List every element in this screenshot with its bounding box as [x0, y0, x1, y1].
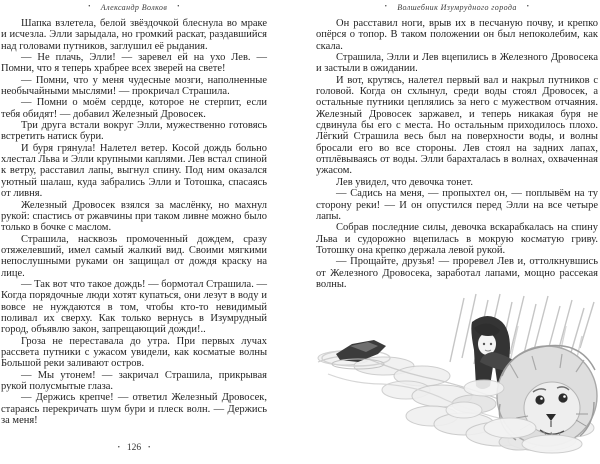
paragraph: — Держись крепче! — ответил Железный Дровосек, стараясь перекричать шум бури и плеск волн. — Держись за меня! [1, 392, 267, 427]
paragraph: Гроза не переставала до утра. При первых лучах рассвета путники с ужасом увидели, как косматые волны Большой реки заливают остров. [1, 335, 267, 370]
paragraph: И вот, крутясь, налетел первый вал и накрыл путников с головой. Когда он схлынул, среди воды стоял Дровосек, а остальные путники цеплялись за него с мужеством отчаяния. Железный Дровосек заржавел, и теперь никакая буря не сдвинула бы его с места. Но остальным приходилось плохо. Лёгкий Страшила весь был на поверхности воды, и волны бросали его во все стороны. Лев стоял на задних лапах, отплёвываясь от воды. Элли барахталась в волнах, охваченная ужасом. [316, 74, 598, 177]
paragraph: Собрав последние силы, девочка вскарабкалась на спину Льва и судорожно вцепилась в мокрую косматую гриву. Тотошку она крепко держала левой рукой. [316, 222, 598, 256]
running-head-title-text: Волшебник Изумрудного города [397, 2, 517, 12]
header-bullet-icon: • [88, 4, 91, 10]
paragraph: — Помни, что у меня чудесные мозги, наполненные необычайными мыслями! — прокричал Страшила. [1, 74, 267, 98]
paragraph: — Прощайте, друзья! — проревел Лев и, оттолкнувшись от Железного Дровосека, заработал лапами, мощно рассекая волны. [316, 256, 598, 290]
paragraph: — Мы утонем! — закричал Страшила, прикрывая рукой полусмытые глаза. [1, 369, 267, 392]
illustration-girl-on-lion [314, 292, 598, 464]
paragraph: — Не плачь, Элли! — заревел ей на ухо Лев. — Помни, что я теперь храбрее всех зверей на свете! [1, 52, 267, 75]
pagenum-bullet-icon: • [117, 445, 120, 451]
paragraph: — Так вот что такое дождь! — бормотал Страшила. — Когда порядочные люди хотят купаться, они лезут в воду и вовсе не нуждаются в том, чтобы кто-то невидимый поливал их сверху. Как только вернусь в Изумрудный город, объявлю закон, запрещающий дожди!.. [1, 278, 267, 336]
page-right [316, 0, 598, 290]
running-head-title [316, 2, 598, 12]
header-bullet-icon: • [384, 4, 388, 10]
page-left [1, 0, 267, 453]
paragraph: Лев увидел, что девочка тонет. [336, 176, 473, 188]
left-page-text [1, 18, 267, 426]
paragraph: Страшила, насквозь промоченный дождем, сразу отяжелевший, имел самый жалкий вид. Своими мягкими непослушными руками он защищал от дождя краску на лице. [1, 233, 267, 279]
header-bullet-icon: • [177, 4, 180, 10]
running-head-author-text: Александр Волков [100, 2, 168, 12]
right-page-text [316, 18, 598, 290]
paragraph: Страшила, Элли и Лев вцепились в Железного Дровосека и застыли в ожидании. [316, 52, 598, 75]
paragraph: Три друга встали вокруг Элли, мужественно готовясь встретить натиск бури. [1, 120, 267, 143]
paragraph: Железный Дровосек взялся за маслёнку, но махнул рукой: спастись от ржавчины при таком ливне можно было только в бочке с маслом. [1, 199, 267, 234]
running-head-author [1, 2, 267, 12]
page-number-value: 126 [126, 443, 142, 453]
paragraph: Шапка взлетела, белой звёздочкой блеснула во мраке и исчезла. Элли зарыдала, но громкий раскат, раздавшийся над головами путников, заглушил её рыдания. [1, 18, 267, 52]
paragraph: Он расставил ноги, врыв их в песчаную почву, и крепко опёрся о топор. В таком положении он был непоколебим, как скала. [316, 18, 598, 52]
header-bullet-icon: • [526, 4, 530, 10]
paragraph: — Садись на меня, — пропыхтел он, — поплывём на ту сторону реки! — И он опустился перед Элли на все четыре лапы. [316, 188, 598, 222]
pagenum-bullet-icon: • [148, 445, 151, 451]
paragraph: — Помни о моём сердце, которое не стерпит, если тебя обидят! — добавил Железный Дровосек. [1, 97, 267, 120]
paragraph: И буря грянула! Налетел ветер. Косой дождь больно хлестал Льва и Элли крупными каплями. Лев встал спиной к ветру, расставил лапы, выгнул спину. Под ним оказался уютный шалаш, куда забрались Элли и Тотошка, спасаясь от ливня. [1, 142, 267, 200]
page-number [1, 443, 267, 453]
